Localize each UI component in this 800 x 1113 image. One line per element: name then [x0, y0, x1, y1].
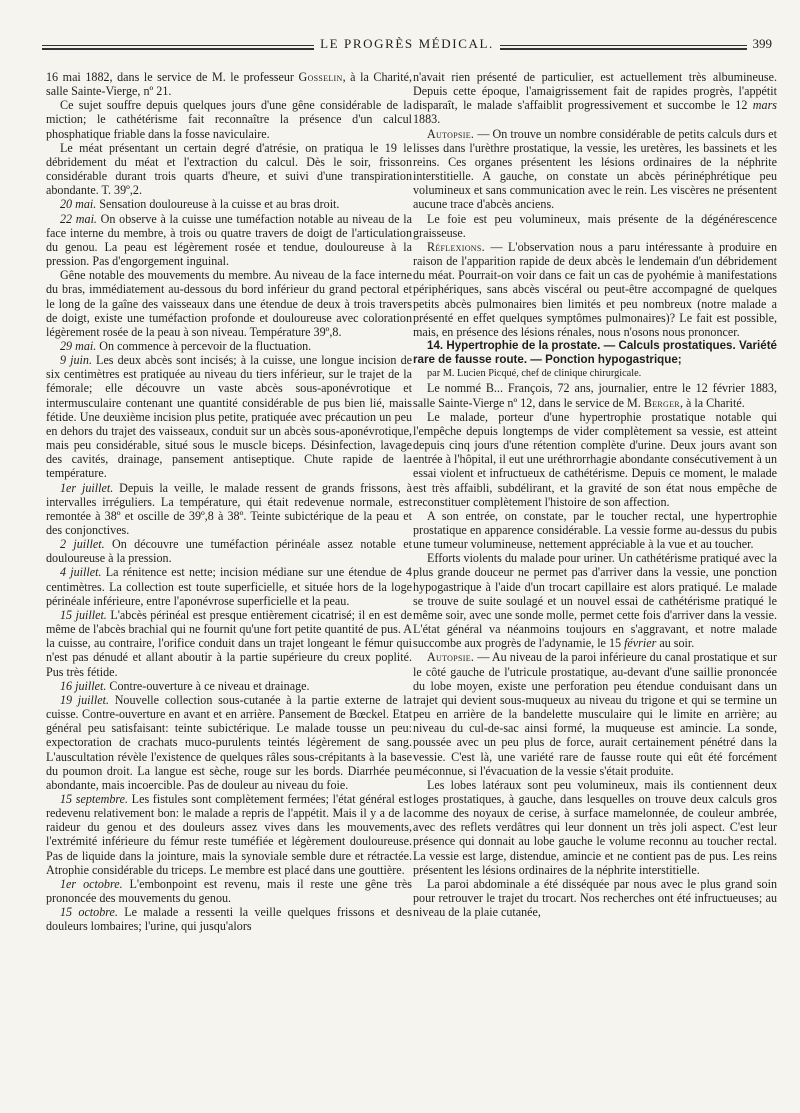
paragraph: 16 mai 1882, dans le service de M. le professeur Gosselin, à la Charité, salle Sainte-Vierge, nº 21.	[46, 70, 412, 99]
section-label: Autopsie.	[427, 126, 475, 141]
page-number: 399	[747, 34, 773, 54]
paragraph: 16 juillet. Contre-ouverture à ce niveau et drainage.	[60, 678, 310, 693]
date: 4 juillet.	[60, 565, 102, 580]
case-title: 14. Hypertrophie de la prostate. — Calculs prostatiques. Variété rare de fausse route. — Ponction hypogastrique;	[413, 338, 777, 367]
date: 1er juillet.	[60, 480, 114, 495]
date: 29 mai.	[60, 338, 97, 353]
paragraph: 2 juillet. On découvre une tuméfaction périnéale assez notable et douloureuse à la pression.	[46, 537, 412, 566]
date: 9 juin.	[60, 353, 92, 368]
paragraph: 15 septembre. Les fistules sont complètement fermées; l'état général est redevenu relativement bon: le malade a repris de l'appétit. Mais il y a de la raideur du genou et des douleurs assez vives dans les mouvements, l'extrémité inférieure du fémur reste tuméfiée et légèrement douloureuse. Pas de liquide dans la jointure, mais la synoviale semble dure et rétractée. Atrophie considérable du triceps. Le membre est placé dans une gouttière.	[46, 791, 412, 877]
left-column	[46, 70, 412, 934]
date: 15 juillet.	[60, 607, 107, 622]
paragraph: Le méat présentant un certain degré d'atrésie, on pratiqua le 19 le débridement du méat et l'extraction du calcul. Dès le soir, frisson considérable durant trois quarts d'heure, et suivi d'une transpiration abondante. T. 39º,2.	[46, 140, 412, 198]
section-label: Autopsie.	[427, 650, 475, 665]
paragraph: 20 mai. Sensation douloureuse à la cuisse et au bras droit.	[60, 197, 340, 212]
paragraph: 22 mai. On observe à la cuisse une tuméfaction notable au niveau de la face interne du membre, à trois ou quatre travers de doigt de l'articulation du genou. La peau est légèrement rosée et tendue, douloureuse à la pression. Pas d'engorgement inguinal.	[46, 211, 413, 269]
date: 2 juillet.	[60, 537, 105, 552]
paragraph: Autopsie. — Au niveau de la paroi inférieure du canal prostatique et sur le côté gauche de l'utricule prostatique, au-devant d'une saillie prononcée du lobe moyen, existe une perforation peu étendue conduisant dans un trajet qui devient sous-muqueux au niveau du trigone et qui se termine un peu en arrière de la bandelette musculaire qui le limite en arrière; au niveau du cul-de-sac ainsi formé, la muqueuse est amincie. La sonde, poussée avec un peu plus de force, aurait certainement pénétré dans la vessie. C'est là, une variété rare de fausse route qui eût été forcément méconnue, si l'évacuation de la vessie s'était produite.	[413, 650, 777, 778]
date: 20 mai.	[60, 197, 97, 212]
date: 15 septembre.	[60, 791, 129, 806]
paragraph: 1er juillet. Depuis la veille, le malade ressent de grands frissons, à intervalles irréguliers. La température, qui était redevenue normale, est remontée à 38º et oscille de 39º,8 à 38º. Teinte subictérique de la peau et des conjonctives.	[46, 480, 413, 537]
paragraph: Ce sujet souffre depuis quelques jours d'une gêne considérable de la miction; le cathétérisme fait reconnaître la présence d'un calcul phosphatique friable dans la fosse naviculaire.	[46, 98, 412, 141]
paragraph: 15 octobre. Le malade a ressenti la veille quelques frissons et des douleurs lombaires; l'urine, qui jusqu'alors	[46, 905, 412, 934]
paragraph: 15 juillet. L'abcès périnéal est presque entièrement cicatrisé; il en est de même de l'abcès brachial qui ne fournit qu'une fort petite quantité de pus. A la cuisse, au contraire, l'orifice conduit dans un trajet longeant le fémur qui n'est pas dénudé et allant aboutir à la partie supérieure du creux poplité. Pus très fétide.	[46, 607, 412, 679]
paragraph: Autopsie. — On trouve un nombre considérable de petits calculs durs et lisses dans l'urèthre prostatique, la vessie, les uretères, les bassinets et les reins. Ces organes présentent les lésions ordinaires de la néphrite interstitielle. A gauche, on constate un abcès périnéphrétique peu volumineux et sans communication avec le rein. Les viscères ne présentent aucune trace d'abcès anciens.	[413, 126, 777, 212]
paragraph: Réflexions. — L'observation nous a paru intéressante à produire en raison de l'apparition rapide de deux abcès le lendemain d'un débridement du méat. Pourrait-on voir dans ce fait un cas de pyohémie à manifestations périphériques, sans abcès viscéral ou peut-être accompagné de quelques petits abcès pulmonaires bien limités et peu nombreux (notre malade a présenté en effet quelques symptômes pulmonaires)? Le fait est possible, mais, en présence des lésions rénales, nous n'osons nous prononcer.	[413, 239, 777, 339]
paragraph: Le nommé B... François, 72 ans, journalier, entre le 12 février 1883, salle Sainte-Vierge nº 12, dans le service de M. Berger, à la Charité.	[413, 381, 777, 410]
date: 1er octobre.	[60, 876, 123, 891]
date: mars	[752, 98, 777, 113]
paragraph: Les lobes latéraux sont peu volumineux, mais ils contiennent deux loges prostatiques, à gauche, dans lesquelles on trouve deux calculs gros comme des noyaux de cerise, à surface mamelonnée, de couleur ambrée, avec des reflets verdâtres qui leur donnent un très joli aspect. C'est leur présence qui donnait au lobe gauche le volume reconnu au toucher rectal. La vessie est large, distendue, amincie et ne contient pas de pus. Les reins présentent les lésions ordinaires de la néphrite interstitielle.	[413, 777, 777, 877]
paragraph: 4 juillet. La rénitence est nette; incision médiane sur une étendue de 4 centimètres. La collection est toute superficielle, et située hors de la loge périnéale inférieure, entre l'aponévrose superficielle et la peau.	[46, 565, 412, 608]
section-label: Réflexions.	[427, 239, 485, 254]
date: 16 juillet.	[60, 678, 107, 693]
paragraph: 19 juillet. Nouvelle collection sous-cutanée à la partie externe de la cuisse. Contre-ouverture en avant et en arrière. Pansement de Bœckel. Etat général peu satisfaisant: teinte subictérique. Le malade tousse un peu: expectoration de crachats muco-purulents teintés légèrement de sang. L'auscultation révèle l'existence de quelques râles sous-crépitants à la base du poumon droit. La langue est sèche, rouge sur les bords. Diarrhée peu abondante, mais incoercible. Pas de douleur au niveau du foie.	[46, 692, 412, 792]
paragraph: 9 juin. Les deux abcès sont incisés; à la cuisse, une longue incision de six centimètres est pratiquée au niveau du tiers inférieur, sur le trajet de la fémorale; elle découvre un vaste abcès sous-aponévrotique et intermusculaire contenant une quantité considérable de pus bien lié, mais fétide. Une deuxième incision plus petite, pratiquée avec précaution un peu en dehors du trajet des vaisseaux, conduit sur un abcès sous-aponévrotique, mais peu considérable, situé sous le muscle biceps. Désinfection, lavage des cavités, drainage, pansement antiseptique. Chute rapide de la température.	[46, 353, 412, 481]
date: 19 juillet.	[60, 692, 110, 707]
date: février	[624, 636, 657, 651]
paragraph: 29 mai. On commence à percevoir de la fluctuation.	[60, 338, 312, 353]
surname: Gosselin	[298, 70, 343, 84]
paragraph: Efforts violents du malade pour uriner. Un cathétérisme pratiqué avec la plus grande douceur ne permet pas d'arriver dans la vessie, une ponction hypogastrique à l'aide d'un trocart capillaire est alors pratiqué. Le malade se trouve de suite soulagé et un nouvel essai de cathétérisme pratiqué le même soir, avec une sonde molle, permet cette fois d'arriver dans la vessie. L'état général va néanmoins toujours en s'aggravant, et notre malade succombe aux progrès de l'adynamie, le 15 février au soir.	[413, 551, 777, 651]
byline: par M. Lucien Picqué, chef de clinique chirurgicale.	[427, 368, 642, 380]
paragraph: A son entrée, on constate, par le toucher rectal, une hypertrophie prostatique en apparence considérable. La vessie forme au-dessus du pubis une tumeur volumineuse, nettement appréciable à la vue et au toucher.	[413, 508, 777, 552]
paragraph: Gêne notable des mouvements du membre. Au niveau de la face interne du bras, immédiatement au-dessous du bord inférieur du grand pectoral et le long de la gaîne des vaisseaux dans une étendue de deux à trois travers de doigt, existe une tuméfaction profonde et douloureuse avec coloration légèrement rosée de la peau à son niveau. Température 39º,8.	[46, 268, 412, 339]
paragraph: 1er octobre. L'embonpoint est revenu, mais il reste une gêne très prononcée des mouvements du genou.	[46, 876, 412, 906]
running-header	[42, 30, 772, 64]
paragraph: Le foie est peu volumineux, mais présente de la dégénérescence graisseuse.	[413, 211, 777, 240]
paragraph: La paroi abdominale a été disséquée par nous avec le plus grand soin pour retrouver le trajet du trocart. Nos recherches ont été infructueuses; au niveau de la plaie cutanée,	[413, 876, 777, 920]
right-column	[413, 70, 777, 919]
date: 22 mai.	[60, 211, 97, 226]
paragraph: Le malade, porteur d'une hypertrophie prostatique notable qui l'empêche depuis longtemps de vider complètement sa vessie, est atteint depuis cinq jours d'une rétention complète d'urine. Deux jours avant son entrée à l'hôpital, il eut une uréthrorrhagie abondante consécutivement à un essai violent et infructueux de cathétérisme. Depuis ce moment, le malade est très affaibli, subdélirant, et la gravité de son état nous empêche de reconstituer complètement l'histoire de son affection.	[413, 409, 777, 509]
paragraph: n'avait rien présenté de particulier, est actuellement très albumineuse. Depuis cette époque, l'amaigrissement fait de rapides progrès, l'appétit disparaît, le malade s'affaiblit progressivement et succombe le 12 mars 1883.	[413, 70, 777, 127]
journal-title: LE PROGRÈS MÉDICAL.	[314, 36, 500, 51]
surname: Berger	[643, 395, 680, 410]
date: 15 octobre.	[60, 905, 118, 920]
